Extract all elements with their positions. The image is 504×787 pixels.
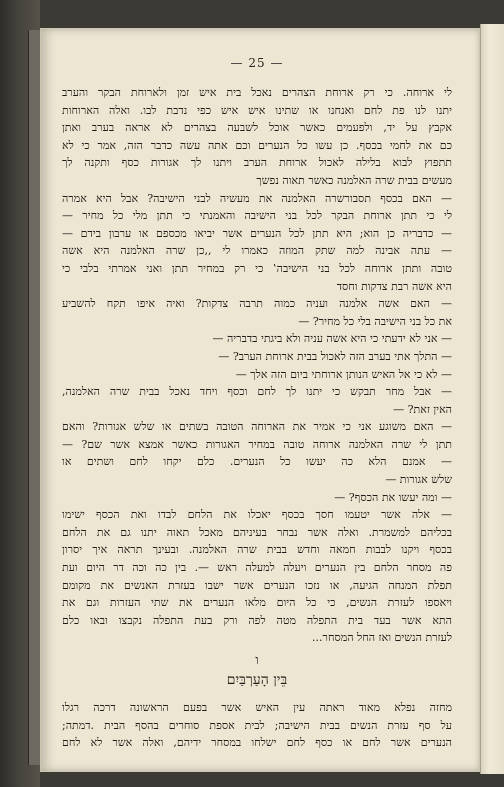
text-line: מחזה נפלא מאוד ראתה עין האיש אשר בפעם הראשונה דרכה רגלו <box>62 701 452 714</box>
text-line: תפלת המנחה הגיעה, או נזכו הנערים אשר ישבו בעזרת האנשים את מקומם <box>62 578 452 592</box>
page-number: — 25 — <box>230 56 284 70</box>
text-line: פה מסחר הלחם בין הנערים ויעלה למעלה ראש —. בין כה וכה דר היום ועת <box>62 561 452 575</box>
text-line: היא אשה רבת צדקות וחסד <box>336 279 452 293</box>
text-line: בכליהם למשמרת. ואלה אשר נבחר בעיניהם מאכל תאוה יתנו גם את הלחם <box>62 525 452 539</box>
text-line: לעזרת הנשים ואז החל המסחר... <box>312 631 452 645</box>
paragraph-intro <box>62 84 452 190</box>
text-line: יתנו לנו פת לחם ואנחנו או שתינו איש איש כפי נדבת לבו. ואלה הארוחות <box>62 103 452 117</box>
dialogue-block <box>62 190 452 647</box>
text-line: — אלה אשר יטעמו חסך בכסף יאכלו את הלחם לבדו ואת הכסף ישימו <box>62 508 452 522</box>
text-line: ויאספו לעזרת הנשים, כי כל היום מלאו הנערים את שתי העזרות וגם את <box>62 596 452 610</box>
page-content <box>62 56 452 752</box>
text-line: שלש אגורות — <box>385 473 452 487</box>
text-line: תתן לי שרה האלמנה ארוחה טובה במחיר האגורות כאשר אמצא אשר שם? — <box>62 437 452 451</box>
chapter-number: ו <box>255 653 259 668</box>
text-line: בכסף ויקנו לבבות חמאה וחדש בבית שרה האלמנה. ובעינך תראה איך יסרון <box>62 543 452 557</box>
text-line: — התלך אתי בערב הזה לאכול בבית ארוחת הערב? — <box>218 349 452 363</box>
text-line: הנערים אשר לחם או כסף לחם ישלחו במסחר ידיהם, ואלה אשר לא לחם <box>62 736 452 750</box>
text-line: התא אשר בעד בית התפלה מטה לפה ורק בעת התפלה נקבצו ובאו כלם <box>62 613 452 627</box>
text-line: — האם בכסף תסבורשרה האלמנה את מעשיה לבני הישיבה? אבל היא אמרה <box>62 191 452 205</box>
text-line: — אני לא ידעתי כי היא אשה עניה ולא ביגתי בדבריה — <box>212 332 452 346</box>
text-line: כם את לחמי בכסף. כן עשו כל הנערים וכם אתה עשה כדבר הזה, אמר כי לא <box>62 138 452 152</box>
paragraph-chapter-start <box>62 699 452 752</box>
chapter-title: בֵּין הָעַרְבַּיִם <box>226 672 288 688</box>
text-line: — האם אשה אלמנה ועניה כמוה תרבה צדקות? ואיה איפו תקח להשביע <box>62 297 452 311</box>
text-line: האין זאת? — <box>393 402 452 416</box>
text-line: על סף עזרת הנשים בבית הישיבה; לבית אספת סוחרים בהסף הבית .דמתה; <box>62 718 452 732</box>
text-line: — כדבריה כן הוא; היא תתן לכל הנערים אשר יביאו מכספם או ערבון בידם — <box>62 226 452 240</box>
text-line: לי כי תתן ארוחת הבקר לכל בני הישיבה והאמנתי כי תתן מלי כל מחיר — <box>62 209 452 223</box>
text-line: אקבץ על יד, ולפעמים כאשר אוכל לשבעה בצהרים לא אראה בערב ואתן <box>62 121 452 135</box>
text-line: — האם משוגע אני כי אמיר את הארוחה הטובה בשתים או שלש אגורות? והאם <box>62 420 452 434</box>
text-line: — אמנם הלא כה יעשו כל הנערים. כלם יקחו לחם ושתים או <box>62 455 452 469</box>
text-line: — אבל מחר תבקש כי יתנו לך לחם וכסף ויחד נאכל בבית שרה האלמנה, <box>62 385 452 399</box>
text-line: לי ארוחה. כי רק ארוחת הצהרים נאכל בית איש זמן ולארוחת הבקר והערב <box>62 86 452 99</box>
text-line: — ומה יעשו את הכסף? — <box>334 490 452 504</box>
text-line: את כל בני הישיבה בלי כל מחיר? — <box>298 314 452 328</box>
text-body <box>62 84 452 752</box>
text-line: — לא כי אל האיש הנותן ארוחתי ביום הזה אלך — <box>235 367 452 381</box>
text-line: תתפוץ לבוא בלילה לאכול ארוחת הערב ויתנו לך אגורות כסף ותקנה לך <box>62 156 452 170</box>
text-line: טובה ותתן ארוחה לכל בני הישיבה‛ כי רק במחיר תתן ואני אמרתי בלבי כי <box>62 261 452 275</box>
text-line: מעשים בבית שרה האלמנה כאשר תאוה נפשך <box>256 173 452 187</box>
facing-page-edge <box>480 24 504 774</box>
text-line: — עתה אבינה למה שתק המוזה כאמרו לי ,,כן שרה האלמנה היא אשה <box>62 244 452 258</box>
